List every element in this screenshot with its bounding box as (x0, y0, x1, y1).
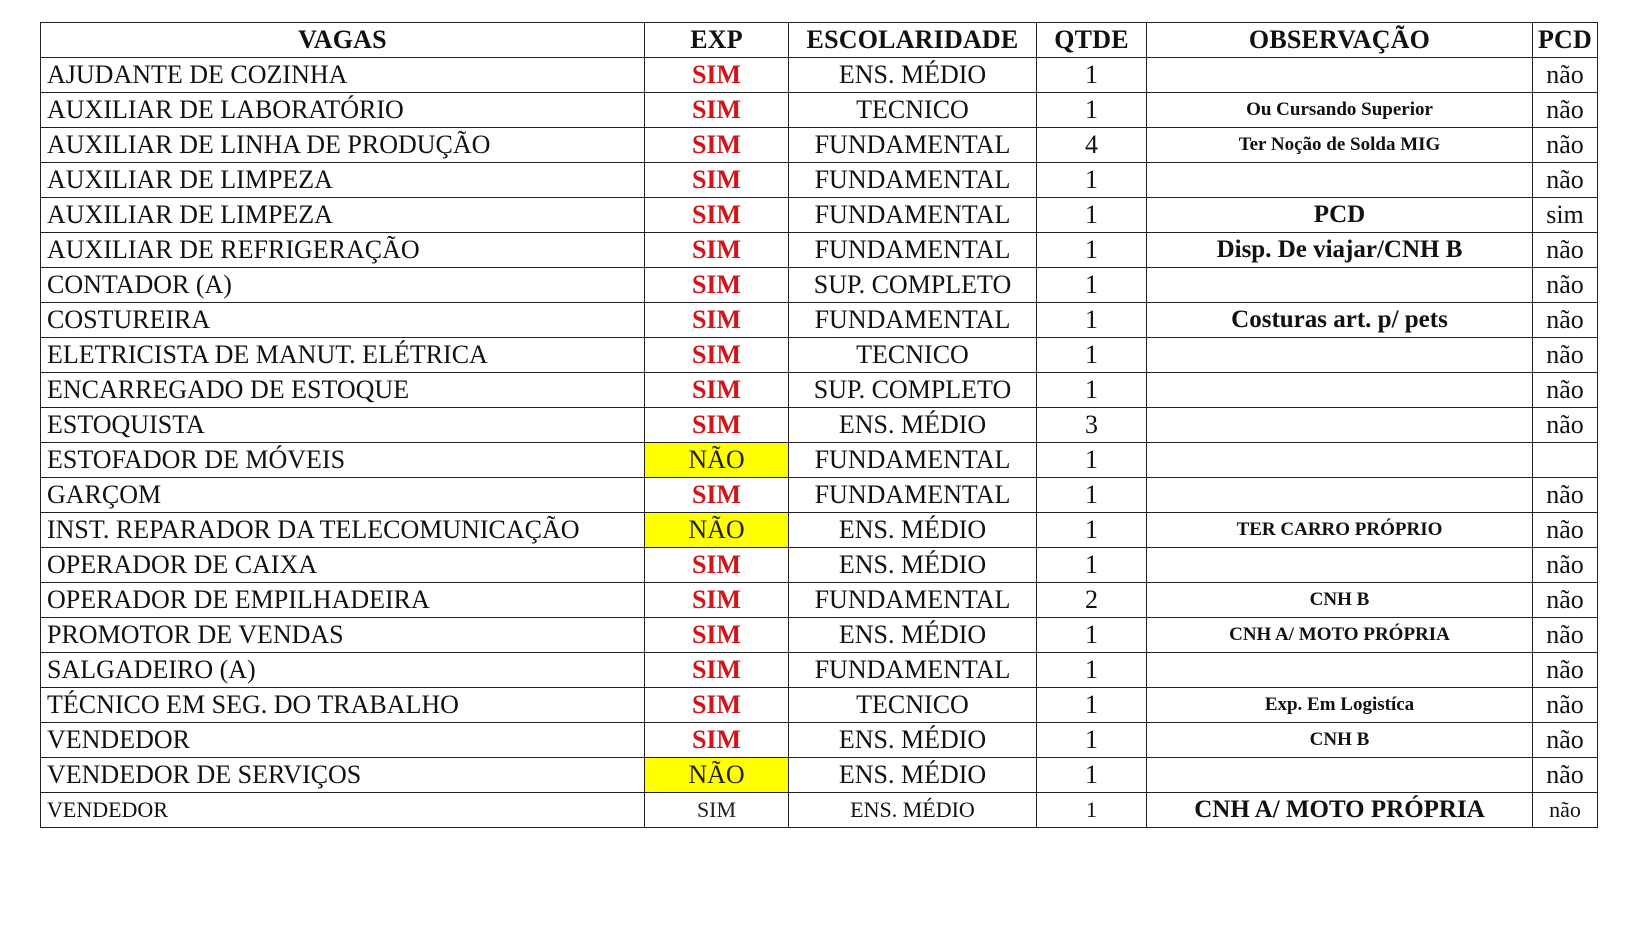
table-row (41, 653, 1598, 688)
cell-pcd: sim (1533, 198, 1598, 233)
cell-escolaridade: ENS. MÉDIO (789, 618, 1037, 653)
cell-observacao (1147, 58, 1533, 93)
cell-escolaridade: ENS. MÉDIO (789, 548, 1037, 583)
cell-qtde: 1 (1037, 513, 1147, 548)
cell-exp: SIM (645, 198, 789, 233)
cell-exp: NÃO (645, 758, 789, 793)
cell-exp: SIM (645, 233, 789, 268)
cell-vaga: ELETRICISTA DE MANUT. ELÉTRICA (41, 338, 645, 373)
cell-qtde: 1 (1037, 723, 1147, 758)
cell-qtde: 3 (1037, 408, 1147, 443)
cell-exp: SIM (645, 163, 789, 198)
cell-escolaridade: TECNICO (789, 688, 1037, 723)
cell-pcd: não (1533, 758, 1598, 793)
table-row (41, 338, 1598, 373)
table-row (41, 268, 1598, 303)
cell-qtde: 1 (1037, 268, 1147, 303)
cell-exp: SIM (645, 793, 789, 828)
cell-exp: SIM (645, 128, 789, 163)
cell-exp: SIM (645, 653, 789, 688)
cell-exp: SIM (645, 268, 789, 303)
cell-observacao: CNH A/ MOTO PRÓPRIA (1147, 793, 1533, 828)
table-row (41, 793, 1598, 828)
cell-escolaridade: ENS. MÉDIO (789, 513, 1037, 548)
cell-exp: SIM (645, 723, 789, 758)
cell-escolaridade: TECNICO (789, 338, 1037, 373)
cell-vaga: OPERADOR DE CAIXA (41, 548, 645, 583)
cell-qtde: 1 (1037, 688, 1147, 723)
cell-exp: SIM (645, 583, 789, 618)
cell-observacao: TER CARRO PRÓPRIO (1147, 513, 1533, 548)
header-vagas: VAGAS (41, 23, 645, 58)
cell-pcd: não (1533, 723, 1598, 758)
cell-exp: NÃO (645, 513, 789, 548)
header-observacao: OBSERVAÇÃO (1147, 23, 1533, 58)
cell-pcd: não (1533, 233, 1598, 268)
table-row (41, 163, 1598, 198)
cell-observacao: Exp. Em Logistíca (1147, 688, 1533, 723)
cell-pcd: não (1533, 303, 1598, 338)
cell-observacao: Ter Noção de Solda MIG (1147, 128, 1533, 163)
cell-pcd (1533, 443, 1598, 478)
cell-exp: SIM (645, 688, 789, 723)
cell-exp: SIM (645, 548, 789, 583)
cell-pcd: não (1533, 128, 1598, 163)
cell-exp: SIM (645, 58, 789, 93)
cell-pcd: não (1533, 93, 1598, 128)
table-row (41, 303, 1598, 338)
table-row (41, 128, 1598, 163)
cell-vaga: ESTOFADOR DE MÓVEIS (41, 443, 645, 478)
cell-pcd: não (1533, 373, 1598, 408)
cell-observacao: CNH A/ MOTO PRÓPRIA (1147, 618, 1533, 653)
cell-observacao: Costuras art. p/ pets (1147, 303, 1533, 338)
cell-vaga: VENDEDOR (41, 723, 645, 758)
cell-vaga: TÉCNICO EM SEG. DO TRABALHO (41, 688, 645, 723)
cell-vaga: ESTOQUISTA (41, 408, 645, 443)
cell-qtde: 1 (1037, 653, 1147, 688)
cell-vaga: AJUDANTE DE COZINHA (41, 58, 645, 93)
cell-vaga: COSTUREIRA (41, 303, 645, 338)
cell-escolaridade: SUP. COMPLETO (789, 373, 1037, 408)
cell-vaga: AUXILIAR DE LIMPEZA (41, 198, 645, 233)
table-row (41, 758, 1598, 793)
cell-escolaridade: FUNDAMENTAL (789, 163, 1037, 198)
cell-qtde: 1 (1037, 478, 1147, 513)
cell-vaga: AUXILIAR DE LINHA DE PRODUÇÃO (41, 128, 645, 163)
header-row (41, 23, 1598, 58)
table-row (41, 443, 1598, 478)
cell-pcd: não (1533, 163, 1598, 198)
cell-observacao (1147, 758, 1533, 793)
cell-escolaridade: FUNDAMENTAL (789, 583, 1037, 618)
table-row (41, 373, 1598, 408)
cell-pcd: não (1533, 653, 1598, 688)
table-row (41, 688, 1598, 723)
cell-exp: SIM (645, 478, 789, 513)
cell-qtde: 4 (1037, 128, 1147, 163)
cell-escolaridade: FUNDAMENTAL (789, 303, 1037, 338)
cell-escolaridade: FUNDAMENTAL (789, 443, 1037, 478)
cell-exp: SIM (645, 618, 789, 653)
cell-qtde: 1 (1037, 338, 1147, 373)
cell-pcd: não (1533, 408, 1598, 443)
cell-vaga: OPERADOR DE EMPILHADEIRA (41, 583, 645, 618)
header-pcd: PCD (1533, 23, 1598, 58)
cell-qtde: 1 (1037, 163, 1147, 198)
cell-vaga: AUXILIAR DE LABORATÓRIO (41, 93, 645, 128)
cell-escolaridade: TECNICO (789, 93, 1037, 128)
cell-escolaridade: SUP. COMPLETO (789, 268, 1037, 303)
cell-pcd: não (1533, 478, 1598, 513)
cell-qtde: 1 (1037, 443, 1147, 478)
table-row (41, 408, 1598, 443)
cell-escolaridade: FUNDAMENTAL (789, 478, 1037, 513)
header-escolaridade: ESCOLARIDADE (789, 23, 1037, 58)
cell-observacao (1147, 268, 1533, 303)
cell-pcd: não (1533, 793, 1598, 828)
cell-pcd: não (1533, 618, 1598, 653)
table-row (41, 478, 1598, 513)
cell-pcd: não (1533, 548, 1598, 583)
cell-observacao (1147, 373, 1533, 408)
cell-escolaridade: FUNDAMENTAL (789, 198, 1037, 233)
cell-escolaridade: FUNDAMENTAL (789, 233, 1037, 268)
cell-observacao: CNH B (1147, 583, 1533, 618)
cell-observacao (1147, 443, 1533, 478)
cell-vaga: VENDEDOR (41, 793, 645, 828)
table-row (41, 58, 1598, 93)
cell-vaga: INST. REPARADOR DA TELECOMUNICAÇÃO (41, 513, 645, 548)
job-vacancies-table (40, 22, 1598, 828)
cell-escolaridade: ENS. MÉDIO (789, 58, 1037, 93)
cell-qtde: 1 (1037, 548, 1147, 583)
cell-pcd: não (1533, 58, 1598, 93)
cell-exp: SIM (645, 338, 789, 373)
table-body (41, 58, 1598, 828)
table-row (41, 93, 1598, 128)
cell-pcd: não (1533, 268, 1598, 303)
cell-observacao: Ou Cursando Superior (1147, 93, 1533, 128)
cell-escolaridade: FUNDAMENTAL (789, 653, 1037, 688)
cell-exp: SIM (645, 408, 789, 443)
cell-escolaridade: ENS. MÉDIO (789, 723, 1037, 758)
cell-observacao (1147, 478, 1533, 513)
cell-qtde: 1 (1037, 373, 1147, 408)
cell-vaga: GARÇOM (41, 478, 645, 513)
cell-exp: SIM (645, 93, 789, 128)
cell-qtde: 1 (1037, 618, 1147, 653)
cell-observacao: Disp. De viajar/CNH B (1147, 233, 1533, 268)
cell-escolaridade: ENS. MÉDIO (789, 793, 1037, 828)
cell-observacao: PCD (1147, 198, 1533, 233)
table-row (41, 548, 1598, 583)
cell-exp: NÃO (645, 443, 789, 478)
table-row (41, 198, 1598, 233)
cell-qtde: 1 (1037, 58, 1147, 93)
cell-escolaridade: ENS. MÉDIO (789, 408, 1037, 443)
cell-qtde: 1 (1037, 303, 1147, 338)
cell-vaga: AUXILIAR DE REFRIGERAÇÃO (41, 233, 645, 268)
cell-observacao (1147, 548, 1533, 583)
cell-exp: SIM (645, 373, 789, 408)
cell-vaga: ENCARREGADO DE ESTOQUE (41, 373, 645, 408)
cell-pcd: não (1533, 688, 1598, 723)
table-row (41, 618, 1598, 653)
cell-exp: SIM (645, 303, 789, 338)
cell-qtde: 1 (1037, 233, 1147, 268)
cell-vaga: AUXILIAR DE LIMPEZA (41, 163, 645, 198)
cell-observacao (1147, 408, 1533, 443)
cell-observacao (1147, 338, 1533, 373)
cell-observacao (1147, 163, 1533, 198)
cell-observacao: CNH B (1147, 723, 1533, 758)
cell-observacao (1147, 653, 1533, 688)
cell-qtde: 1 (1037, 793, 1147, 828)
table-row (41, 723, 1598, 758)
cell-pcd: não (1533, 513, 1598, 548)
cell-vaga: VENDEDOR DE SERVIÇOS (41, 758, 645, 793)
cell-escolaridade: ENS. MÉDIO (789, 758, 1037, 793)
cell-vaga: PROMOTOR DE VENDAS (41, 618, 645, 653)
cell-pcd: não (1533, 583, 1598, 618)
cell-vaga: SALGADEIRO (A) (41, 653, 645, 688)
table-row (41, 513, 1598, 548)
cell-qtde: 1 (1037, 93, 1147, 128)
header-qtde: QTDE (1037, 23, 1147, 58)
cell-vaga: CONTADOR (A) (41, 268, 645, 303)
cell-qtde: 1 (1037, 198, 1147, 233)
cell-pcd: não (1533, 338, 1598, 373)
job-vacancies-sheet (40, 22, 1598, 828)
table-row (41, 233, 1598, 268)
cell-qtde: 2 (1037, 583, 1147, 618)
table-row (41, 583, 1598, 618)
cell-escolaridade: FUNDAMENTAL (789, 128, 1037, 163)
header-exp: EXP (645, 23, 789, 58)
cell-qtde: 1 (1037, 758, 1147, 793)
